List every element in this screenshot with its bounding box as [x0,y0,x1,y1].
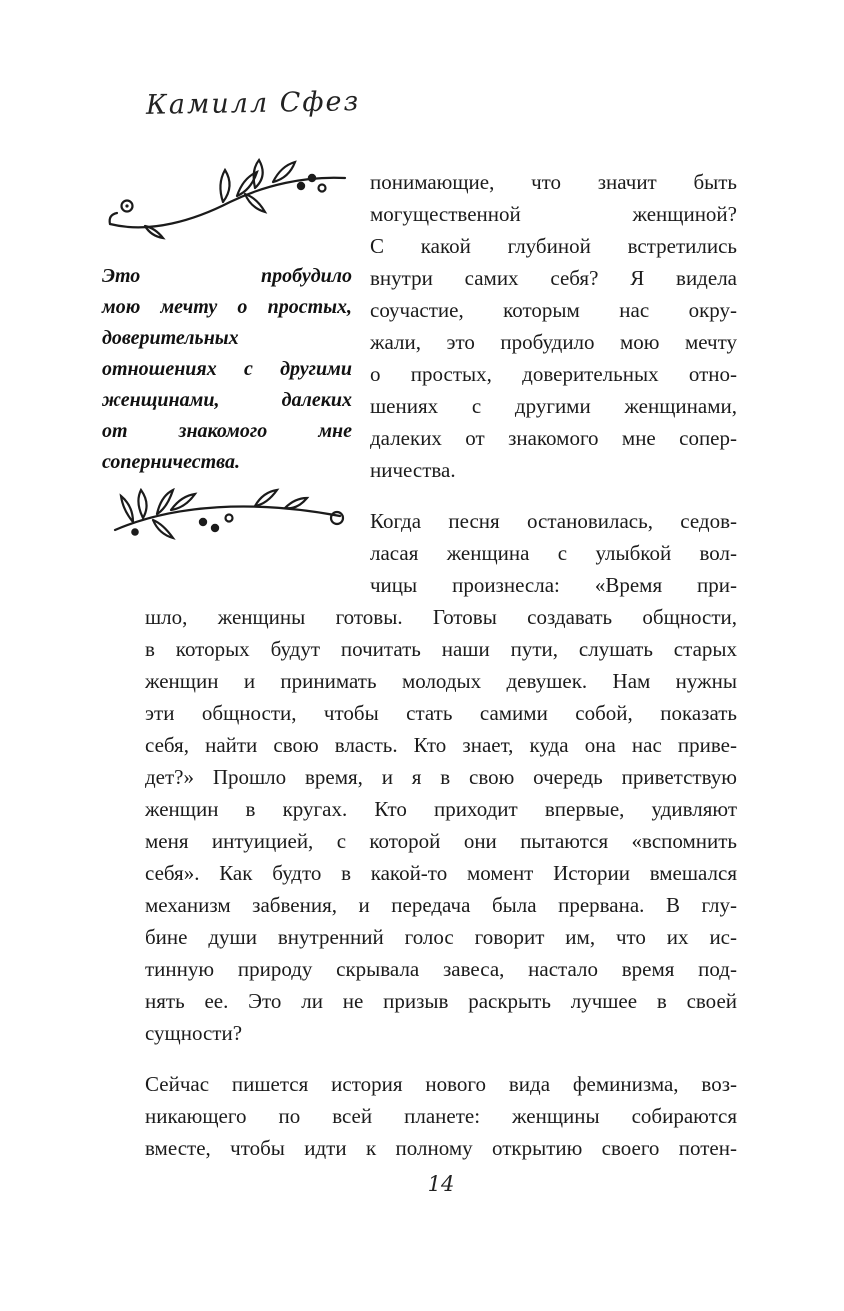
page-number: 14 [427,1172,455,1196]
paragraph-3 [145,1068,737,1164]
paragraph-2-wide [145,601,737,1049]
text-line: механизм забвения, и передача была прервана. В глу- [145,893,737,917]
text-line: тинную природу скрывала завеса, настало время под- [145,957,737,981]
text-line: в которых будут почитать наши пути, слушать старых [145,637,737,661]
text-line: мою мечту о простых, [102,296,352,318]
text-line: дет?» Прошло время, и я в свою очередь приветствую [145,765,737,789]
text-line: жали, это пробудило мою мечту [370,330,737,354]
text-line: вместе, чтобы идти к полному открытию своего потен- [145,1136,737,1160]
text-line: женщин в кругах. Кто приходит впервые, удивляют [145,797,737,821]
paragraph-1 [370,166,737,486]
text-line: шениях с другими женщинами, [370,394,737,418]
text-line: понимающие, что значит быть [370,170,737,194]
running-head-author: Камилл Сфез [145,86,361,121]
text-line: чицы произнесла: «Время при- [370,573,737,597]
text-line: бине души внутренний голос говорит им, что их ис- [145,925,737,949]
paragraph-2-narrow [370,505,737,601]
text-line: могущественной женщиной? [370,202,737,226]
text-line: женщинами, далеких [102,389,352,411]
text-line: шло, женщины готовы. Готовы создавать общности, [145,605,737,629]
text-line: далеких от знакомого мне сопер- [370,426,737,450]
text-line: внутри самих себя? Я видела [370,266,737,290]
text-line: ничества. [370,458,456,482]
body-text [145,166,737,1164]
text-line: эти общности, чтобы стать самими собой, показать [145,701,737,725]
text-line: женщин и принимать молодых девушек. Нам нужны [145,669,737,693]
text-line: Когда песня остановилась, седов- [370,509,737,533]
text-line: о простых, доверительных отно- [370,362,737,386]
text-line: соучастие, которым нас окру- [370,298,737,322]
text-line: доверительных [102,327,239,349]
text-line: ласая женщина с улыбкой вол- [370,541,737,565]
text-line: себя, найти свою власть. Кто знает, куда она нас приве- [145,733,737,757]
text-line: себя». Как будто в какой-то момент Истории вмешался [145,861,737,885]
text-line: сущности? [145,1021,243,1045]
text-line: Это пробудило [102,265,352,287]
text-line: меня интуицией, с которой они пытаются «вспомнить [145,829,737,853]
text-line: никающего по всей планете: женщины собираются [145,1104,737,1128]
text-line: Сейчас пишется история нового вида феминизма, воз- [145,1072,737,1096]
text-line: отношениях с другими [102,358,352,380]
text-line: С какой глубиной встретились [370,234,737,258]
text-line: соперничества. [102,451,240,473]
text-line: нять ее. Это ли не призыв раскрыть лучшее в своей [145,989,737,1013]
text-line: от знакомого мне [102,420,352,442]
